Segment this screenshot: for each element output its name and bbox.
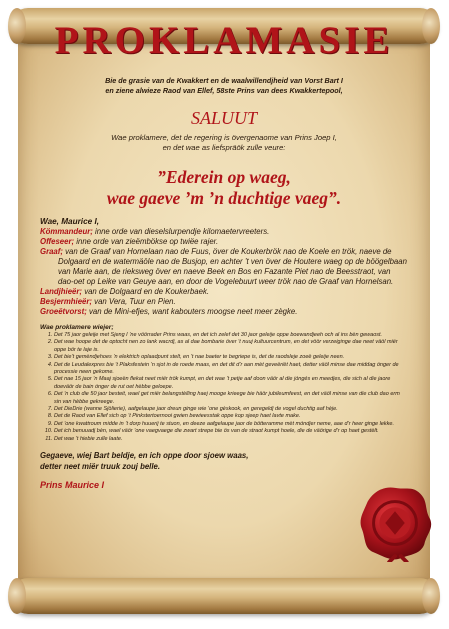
intro-text	[40, 76, 408, 96]
proclamation-scroll	[10, 4, 438, 624]
title-rank: Landjhieër;	[40, 287, 83, 296]
wax-seal-icon	[356, 484, 434, 562]
proclamation-title: PROKLAMASIE	[54, 19, 394, 62]
intro-line: Bie de grasie van de Kwakkert en de waalwillendjheid van Vorst Bart I	[105, 76, 343, 85]
title-entry	[40, 247, 408, 287]
title-rank: Besjermhieër;	[40, 297, 93, 306]
scroll-bottom-roll	[10, 578, 438, 614]
motto-line: wae gaeve ’m ’n duchtige vaeg”.	[106, 188, 342, 208]
announcement-text	[40, 133, 408, 153]
deeds-list	[40, 332, 408, 443]
title-rank: Offeseer;	[40, 237, 75, 246]
title-rank: Graaf;	[40, 247, 63, 256]
deed-item: 5. Det nae 15 jaor ’n Maaj sjoeën flekat neet miër trök kumpt, en det wae ’t petje aaf doon väör al die jóngés en meedjes, die sich al die jaore doeväör de bain ónger de rut oet hèbbe geloepe.	[54, 376, 408, 391]
closing-line: detter neet miër truuk zouj belle.	[40, 461, 161, 471]
title-entry	[40, 297, 408, 307]
title-text: inne orde van zieëmbökse op twiëe rajer.	[74, 237, 219, 246]
deed-item: 2. Det wae hoope det de optocht nen zo lank wacrdj, as al dae bombarie över ’t nuuj kultuurcentrum, en det vöör verzeiginge dae neet väöl miër oppe bör te laje is.	[54, 339, 408, 354]
deed-item: 9. Det ’one kwattroum midde in ’t dorp huuerij te stuon, en deeze aafgelaupe jaor de bötteramme mèt móndjer neme, aae d’r heer ginge lekke.	[54, 421, 408, 428]
deed-item: 8. Det de Raod van Ellef sich op ’t Pinkstertoernooi gwien bewieesstak oppe kop sjeep haet lavte make.	[54, 413, 408, 420]
title-text: van de Graaf van Hornelaan nao de Fuus, över de Koukerbrök nao de Koele en trök, naeve de Dolgaard en de watermäöle nao de Busjop, en achter ’t ven över de Houtere waeg op de böögelbaan van Marie aan, de rieksweg över en naeve Beek en Bos en Fazante Piet nao de Beesstraot, van dao-oet op Leike van Geuye aan, en door de Vogelebuurt weer trök nao de Graaf van Hornelsan.	[58, 247, 407, 286]
deed-item: 4. Det de Leudalexpres bie ’t Plaksfestein ’n sjot in de roede maas, en det dit d’r aan mèt geveëriët haet, detter väöl minse dae middag ónger de processie neen gekome.	[54, 362, 408, 377]
deed-item: 3. Det bie’t gemèndjehoes ’n elektrich oplaadpunt stelt, en ’t nae baeter te begriepe is, det de raodsleje zoeë geleije neen.	[54, 354, 408, 361]
signature: Prins Maurice I	[40, 480, 105, 491]
closing-line: Gegaeve, wiej Bart beldje, en ich oppe door sjoew waas,	[40, 451, 249, 461]
closing-text	[40, 451, 408, 472]
deed-item: 10. Det ich benuuadj bèn, wael väör ’one vaegvaege die zwart strepe bie ös van de straot kumpt hoele, die de väörige d’r op haet gestèlt.	[54, 428, 408, 435]
deeds-heading: Wae proklamere wiejer;	[40, 324, 114, 331]
title-text: inne orde van dieselslurpendje kilomaetervreeters.	[92, 227, 270, 236]
title-entry	[40, 287, 408, 297]
greeting-heading: SALUUT	[190, 108, 257, 128]
deed-item: 7. Det DieDrie (wanne Sjölierie), aafgelaupe jaor dreun ginge wie ’one gèskook, en geregeldj de vogel duchtig aaf hèje.	[54, 406, 408, 413]
deed-item: 6. Det ’n club die 50 jaor besteit, wael get miër belangstèlling haej mooge krieege bie häör jubileumfeest, en det väöl minse van die club dao erm sin van hèbbe gekreege.	[54, 391, 408, 406]
title-entry	[40, 307, 408, 317]
title-text: van de Dolgaard en de Koukerbaek.	[82, 287, 210, 296]
title-text: van de Mini-efjes, want kabouters moogse neet meer zègke.	[86, 307, 298, 316]
announcement-line: en det wae as liefspräök zulle veure:	[162, 143, 286, 152]
deed-item: 1. Det 75 jaor geleije met Sjeng I ’ne vöörrader Prins waas, en det ich zelef det 30 jaor geleije oppe boewandjeeh och al ins bèn gewaost.	[54, 332, 408, 339]
deed-item: 11. Det wae ’t hiebie zulle laate.	[54, 436, 408, 443]
title-text: van Vera, Tuur en Pien.	[92, 297, 176, 306]
title-rank: Groeëtvorst;	[40, 307, 87, 316]
title-entry	[40, 237, 408, 247]
proclamation-body	[40, 44, 408, 490]
title-rank: Kömmandeur;	[40, 227, 93, 236]
titles-list	[40, 227, 408, 317]
title-entry	[40, 227, 408, 237]
scroll-roll-end	[8, 578, 26, 614]
scroll-roll-end	[422, 578, 440, 614]
prince-heading: Wae, Maurice I,	[40, 217, 100, 226]
intro-line: en ziene alwieze Raod van Ellef, 58ste Prins van dees Kwakkertepool,	[105, 86, 343, 95]
motto-slogan	[40, 167, 408, 209]
motto-line: ”Ederein op waeg,	[157, 167, 291, 187]
announcement-line: Wae proklamere, det de regering is övergenaome van Prins Joep I,	[111, 133, 337, 142]
